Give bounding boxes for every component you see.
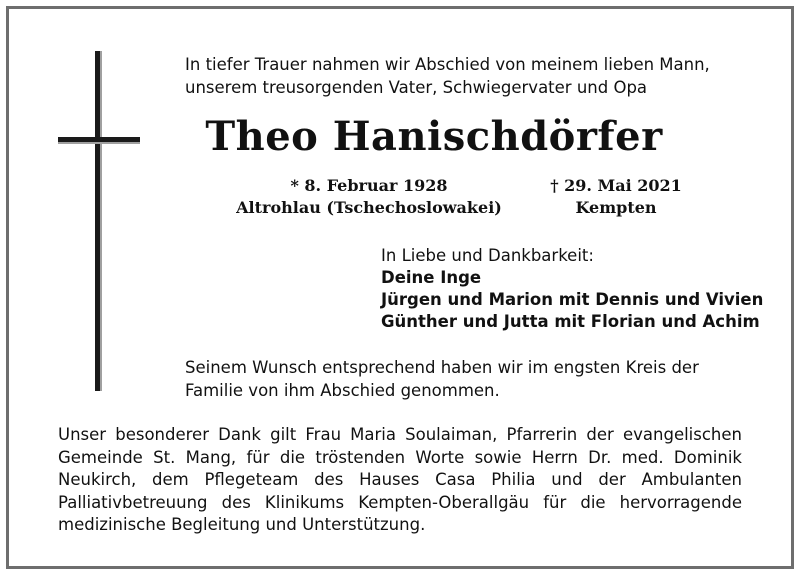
thanks-line: Palliativbetreuung des Klinikums Kempten-Oberallgäu für die hervorragende [58, 492, 742, 512]
birth-date: * 8. Februar 1928 [290, 176, 448, 195]
wish-line: Seinem Wunsch entsprechend haben wir im engsten Kreis der [185, 358, 699, 377]
wish-line: Familie von ihm Abschied genommen. [185, 381, 500, 400]
thanks-line: Gemeinde St. Mang, für die tröstenden Worte sowie Herrn Dr. med. Dominik [58, 447, 742, 467]
intro-line: In tiefer Trauer nahmen wir Abschied von meinem lieben Mann, [185, 55, 710, 74]
mourners-heading: In Liebe und Dankbarkeit: [381, 246, 594, 265]
death-place: Kempten [575, 198, 657, 217]
mourner-name: Deine Inge [381, 268, 482, 287]
mourners-block [381, 245, 763, 333]
thanks-line: medizinische Begleitung und Unterstützung. [58, 515, 426, 534]
birth-info [228, 175, 510, 219]
mourner-name: Jürgen und Marion mit Dennis und Vivien [381, 290, 764, 309]
death-info [540, 175, 692, 219]
wish-text [185, 356, 699, 402]
mourner-name: Günther und Jutta mit Florian und Achim [381, 312, 760, 331]
thanks-line: Neukirch, dem Pflegeteam des Hauses Casa Philia und der Ambulanten [58, 470, 742, 489]
deceased-name: Theo Hanischdörfer [205, 113, 663, 160]
cross-icon [95, 51, 102, 391]
birth-place: Altrohlau (Tschechoslowakei) [236, 198, 502, 217]
deceased-name-row [0, 113, 800, 160]
thanks-line: Unser besonderer Dank gilt Frau Maria Soulaiman, Pfarrerin der evangelischen [58, 425, 742, 444]
death-date: † 29. Mai 2021 [550, 176, 682, 195]
intro-text [185, 53, 710, 99]
intro-line: unserem treusorgenden Vater, Schwiegervater und Opa [185, 78, 648, 97]
thanks-paragraph [58, 424, 742, 537]
